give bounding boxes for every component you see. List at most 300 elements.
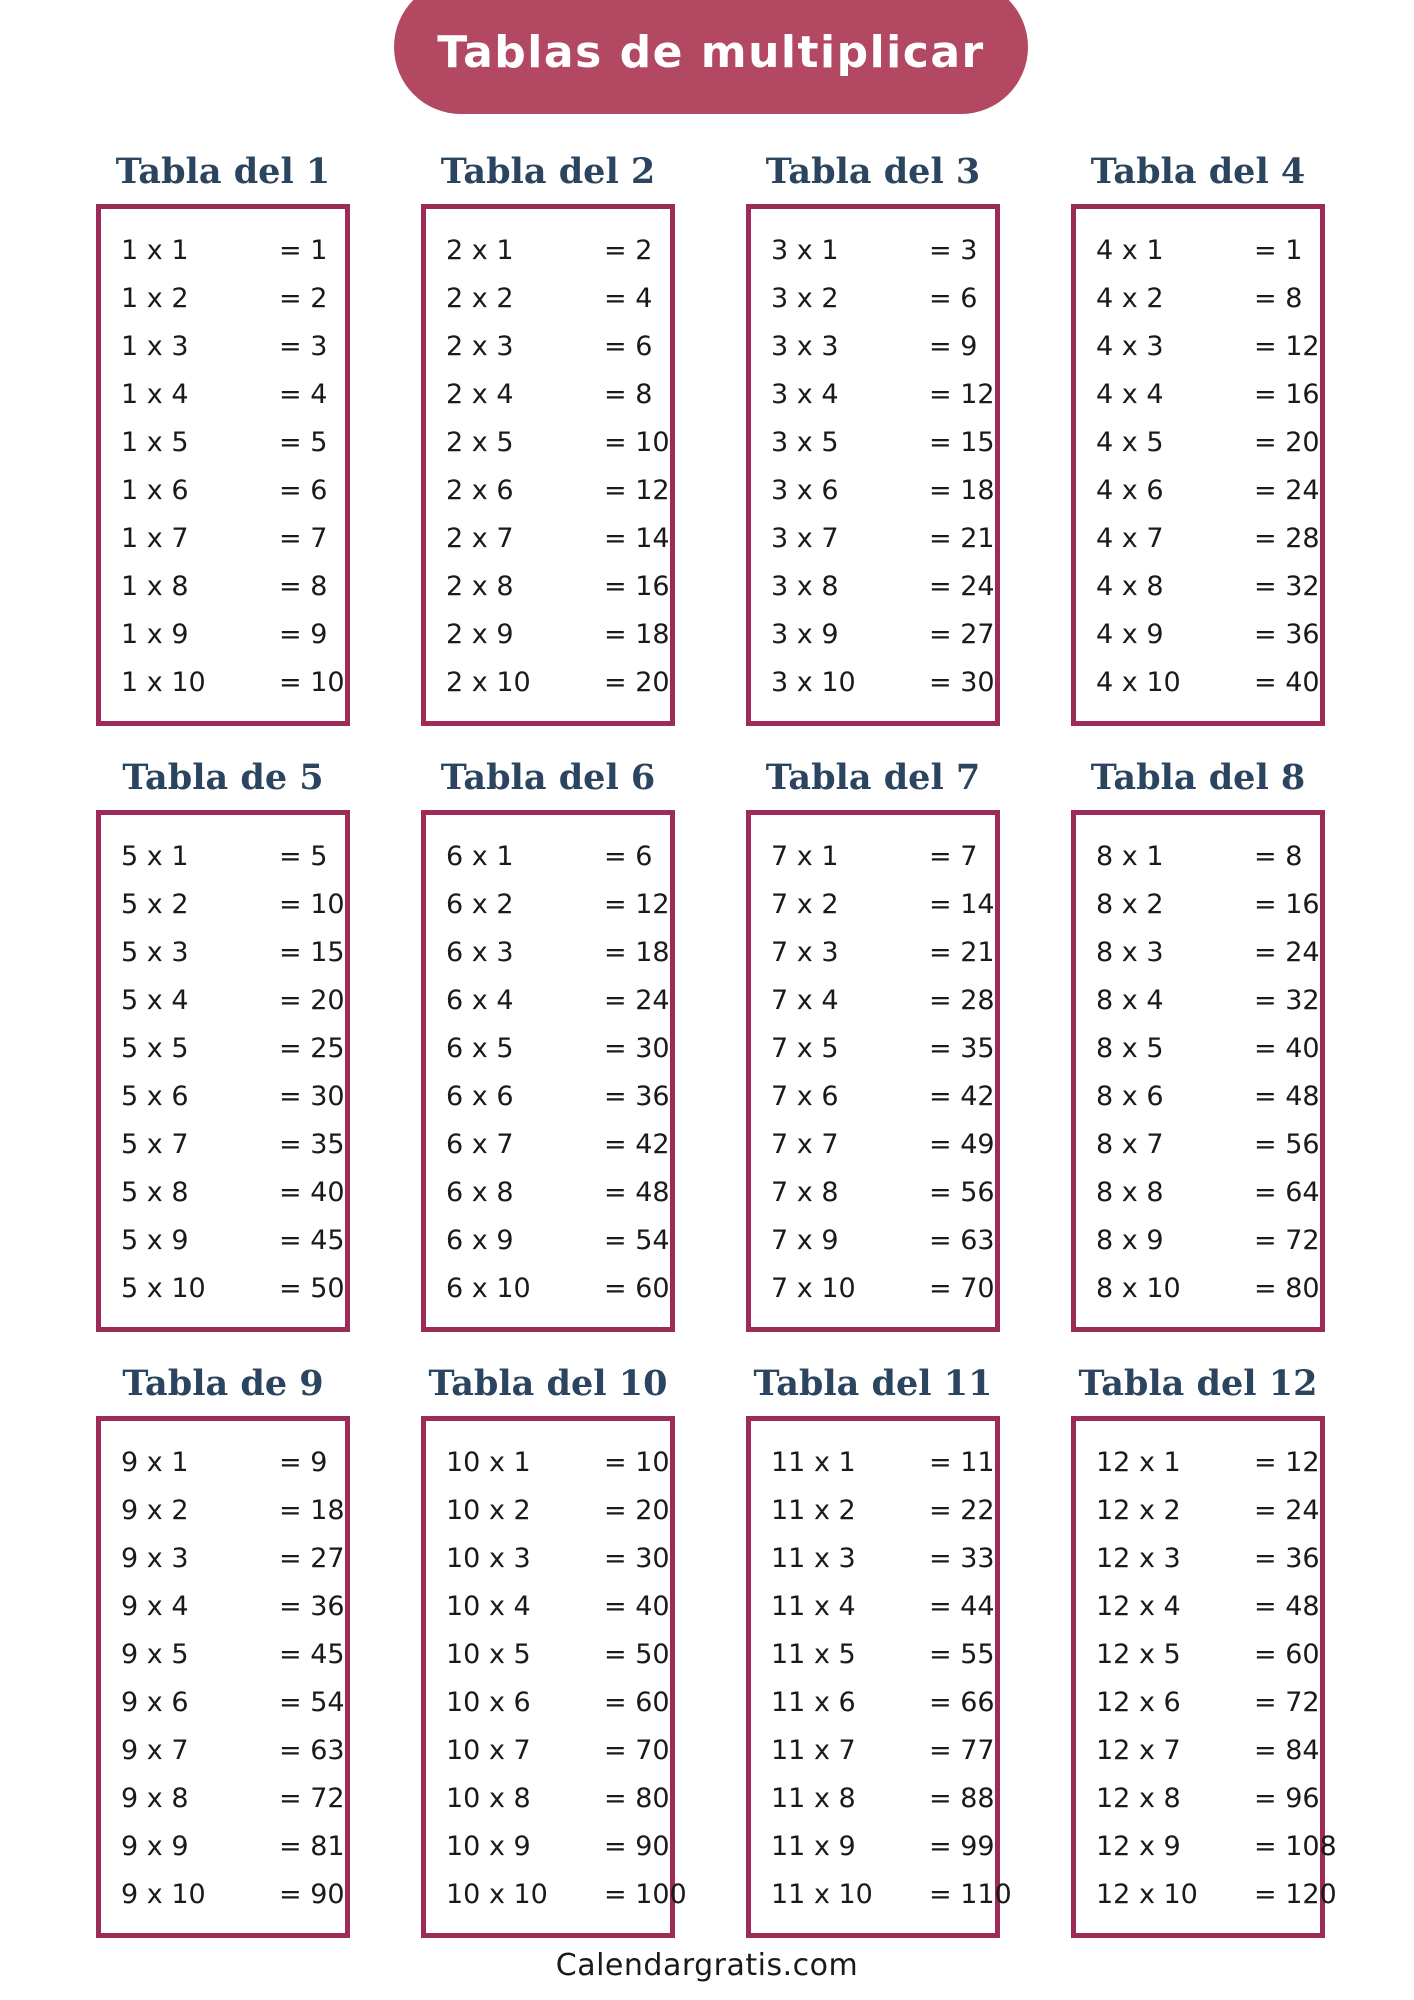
row-result: = 2 bbox=[279, 283, 328, 314]
row-result: = 2 bbox=[604, 235, 653, 266]
table-row bbox=[436, 1025, 670, 1073]
row-expression: 10 x 2 bbox=[446, 1495, 531, 1526]
table-row bbox=[111, 1679, 345, 1727]
table-box bbox=[746, 1416, 1012, 1938]
row-result: = 12 bbox=[604, 475, 670, 506]
row-result: = 18 bbox=[279, 1495, 345, 1526]
table-row bbox=[1086, 1265, 1320, 1313]
table-box bbox=[1071, 810, 1325, 1332]
row-expression: 9 x 1 bbox=[121, 1447, 189, 1478]
row-result: = 21 bbox=[929, 523, 995, 554]
table-rows bbox=[436, 227, 670, 707]
row-result: = 44 bbox=[929, 1591, 995, 1622]
table-row bbox=[1086, 929, 1320, 977]
table-box bbox=[96, 204, 350, 726]
row-result: = 16 bbox=[604, 571, 670, 602]
table-row bbox=[111, 1073, 345, 1121]
table-row bbox=[761, 1169, 995, 1217]
row-result: = 72 bbox=[1254, 1687, 1320, 1718]
table-row bbox=[1086, 467, 1320, 515]
title-banner bbox=[394, 0, 1028, 114]
row-result: = 40 bbox=[1254, 1033, 1320, 1064]
row-result: = 24 bbox=[1254, 937, 1320, 968]
table-title: Tabla de 5 bbox=[122, 757, 324, 798]
row-expression: 5 x 9 bbox=[121, 1225, 189, 1256]
row-result: = 55 bbox=[929, 1639, 995, 1670]
table-row bbox=[1086, 1487, 1320, 1535]
table-rows bbox=[436, 833, 670, 1313]
table-title: Tabla del 3 bbox=[765, 151, 981, 192]
table-row bbox=[436, 419, 670, 467]
row-result: = 32 bbox=[1254, 985, 1320, 1016]
row-expression: 2 x 5 bbox=[446, 427, 514, 458]
row-expression: 6 x 4 bbox=[446, 985, 514, 1016]
row-expression: 1 x 1 bbox=[121, 235, 189, 266]
row-expression: 4 x 6 bbox=[1096, 475, 1164, 506]
tables-grid bbox=[96, 144, 1337, 1938]
table-row bbox=[761, 1679, 995, 1727]
table-row bbox=[1086, 1025, 1320, 1073]
row-expression: 10 x 4 bbox=[446, 1591, 531, 1622]
row-expression: 4 x 3 bbox=[1096, 331, 1164, 362]
row-result: = 28 bbox=[1254, 523, 1320, 554]
multiplication-table-7 bbox=[746, 750, 1000, 1332]
row-expression: 4 x 8 bbox=[1096, 571, 1164, 602]
table-row bbox=[436, 1631, 670, 1679]
table-row bbox=[111, 1775, 345, 1823]
row-expression: 2 x 1 bbox=[446, 235, 514, 266]
row-result: = 66 bbox=[929, 1687, 995, 1718]
table-title: Tabla de 9 bbox=[122, 1363, 324, 1404]
multiplication-table-9 bbox=[96, 1356, 350, 1938]
row-expression: 11 x 8 bbox=[771, 1783, 856, 1814]
row-result: = 24 bbox=[1254, 475, 1320, 506]
row-result: = 22 bbox=[929, 1495, 995, 1526]
row-result: = 10 bbox=[279, 889, 345, 920]
row-result: = 63 bbox=[279, 1735, 345, 1766]
row-result: = 24 bbox=[929, 571, 995, 602]
row-expression: 1 x 4 bbox=[121, 379, 189, 410]
row-result: = 72 bbox=[1254, 1225, 1320, 1256]
row-expression: 5 x 4 bbox=[121, 985, 189, 1016]
table-title: Tabla del 1 bbox=[115, 151, 331, 192]
table-box bbox=[1071, 204, 1325, 726]
row-expression: 11 x 6 bbox=[771, 1687, 856, 1718]
row-expression: 10 x 10 bbox=[446, 1879, 548, 1910]
table-row bbox=[761, 419, 995, 467]
table-row bbox=[436, 227, 660, 275]
table-row bbox=[111, 611, 335, 659]
row-expression: 8 x 1 bbox=[1096, 841, 1164, 872]
row-expression: 7 x 7 bbox=[771, 1129, 839, 1160]
table-row bbox=[761, 467, 995, 515]
table-row bbox=[1086, 419, 1320, 467]
row-expression: 12 x 5 bbox=[1096, 1639, 1181, 1670]
row-result: = 88 bbox=[929, 1783, 995, 1814]
row-expression: 11 x 3 bbox=[771, 1543, 856, 1574]
table-row bbox=[111, 323, 335, 371]
row-result: = 3 bbox=[279, 331, 328, 362]
row-result: = 10 bbox=[279, 667, 345, 698]
row-result: = 24 bbox=[1254, 1495, 1320, 1526]
row-expression: 8 x 7 bbox=[1096, 1129, 1164, 1160]
row-expression: 5 x 6 bbox=[121, 1081, 189, 1112]
row-result: = 20 bbox=[279, 985, 345, 1016]
row-expression: 7 x 2 bbox=[771, 889, 839, 920]
table-row bbox=[436, 275, 660, 323]
row-expression: 1 x 6 bbox=[121, 475, 189, 506]
table-row bbox=[761, 881, 995, 929]
row-result: = 42 bbox=[929, 1081, 995, 1112]
row-result: = 12 bbox=[1254, 1447, 1320, 1478]
row-result: = 35 bbox=[929, 1033, 995, 1064]
table-row bbox=[111, 1871, 345, 1919]
row-result: = 9 bbox=[279, 619, 328, 650]
row-result: = 36 bbox=[604, 1081, 670, 1112]
row-result: = 12 bbox=[604, 889, 670, 920]
row-expression: 9 x 3 bbox=[121, 1543, 189, 1574]
row-expression: 2 x 7 bbox=[446, 523, 514, 554]
table-row bbox=[111, 1535, 345, 1583]
row-expression: 9 x 10 bbox=[121, 1879, 206, 1910]
table-rows bbox=[1086, 1439, 1337, 1919]
row-result: = 8 bbox=[279, 571, 328, 602]
row-result: = 30 bbox=[604, 1033, 670, 1064]
row-expression: 10 x 3 bbox=[446, 1543, 531, 1574]
row-expression: 10 x 1 bbox=[446, 1447, 531, 1478]
table-row bbox=[761, 515, 995, 563]
table-row bbox=[436, 1487, 670, 1535]
row-expression: 1 x 9 bbox=[121, 619, 189, 650]
row-expression: 5 x 2 bbox=[121, 889, 189, 920]
row-expression: 5 x 5 bbox=[121, 1033, 189, 1064]
table-row bbox=[761, 1487, 995, 1535]
row-expression: 4 x 4 bbox=[1096, 379, 1164, 410]
row-result: = 40 bbox=[604, 1591, 670, 1622]
row-expression: 8 x 4 bbox=[1096, 985, 1164, 1016]
table-row bbox=[436, 323, 660, 371]
table-row bbox=[436, 515, 670, 563]
row-result: = 6 bbox=[604, 331, 653, 362]
table-row bbox=[1086, 881, 1320, 929]
table-box bbox=[746, 204, 1000, 726]
table-row bbox=[111, 227, 335, 275]
row-result: = 7 bbox=[929, 841, 978, 872]
row-expression: 2 x 3 bbox=[446, 331, 514, 362]
row-expression: 12 x 6 bbox=[1096, 1687, 1181, 1718]
table-row bbox=[761, 977, 995, 1025]
row-result: = 15 bbox=[929, 427, 995, 458]
row-result: = 1 bbox=[1254, 235, 1303, 266]
table-row bbox=[111, 1217, 345, 1265]
row-expression: 2 x 6 bbox=[446, 475, 514, 506]
row-expression: 3 x 7 bbox=[771, 523, 839, 554]
table-row bbox=[1086, 1775, 1320, 1823]
table-rows bbox=[1086, 833, 1320, 1313]
row-expression: 5 x 1 bbox=[121, 841, 189, 872]
table-row bbox=[761, 1217, 995, 1265]
row-expression: 3 x 1 bbox=[771, 235, 839, 266]
table-row bbox=[436, 977, 670, 1025]
row-result: = 4 bbox=[279, 379, 328, 410]
multiplication-table-1 bbox=[96, 144, 350, 726]
row-expression: 5 x 10 bbox=[121, 1273, 206, 1304]
table-row bbox=[111, 1583, 345, 1631]
row-result: = 9 bbox=[929, 331, 978, 362]
table-row bbox=[111, 515, 335, 563]
row-result: = 8 bbox=[604, 379, 653, 410]
row-expression: 8 x 6 bbox=[1096, 1081, 1164, 1112]
row-result: = 70 bbox=[604, 1735, 670, 1766]
table-row bbox=[436, 371, 660, 419]
row-expression: 1 x 5 bbox=[121, 427, 189, 458]
row-result: = 96 bbox=[1254, 1783, 1320, 1814]
multiplication-table-3 bbox=[746, 144, 1000, 726]
row-expression: 9 x 5 bbox=[121, 1639, 189, 1670]
table-title: Tabla del 2 bbox=[440, 151, 656, 192]
row-expression: 3 x 4 bbox=[771, 379, 839, 410]
table-row bbox=[111, 563, 335, 611]
table-row bbox=[436, 1871, 687, 1919]
row-expression: 12 x 8 bbox=[1096, 1783, 1181, 1814]
row-result: = 30 bbox=[929, 667, 995, 698]
table-row bbox=[436, 1823, 670, 1871]
table-row bbox=[1086, 323, 1320, 371]
row-expression: 12 x 10 bbox=[1096, 1879, 1198, 1910]
row-result: = 108 bbox=[1254, 1831, 1337, 1862]
multiplication-table-2 bbox=[421, 144, 675, 726]
row-result: = 16 bbox=[1254, 379, 1320, 410]
row-result: = 80 bbox=[1254, 1273, 1320, 1304]
row-expression: 8 x 10 bbox=[1096, 1273, 1181, 1304]
table-row bbox=[1086, 275, 1310, 323]
row-expression: 3 x 10 bbox=[771, 667, 856, 698]
row-expression: 10 x 5 bbox=[446, 1639, 531, 1670]
row-result: = 11 bbox=[929, 1447, 995, 1478]
table-row bbox=[111, 371, 335, 419]
row-expression: 7 x 1 bbox=[771, 841, 839, 872]
table-row bbox=[1086, 977, 1320, 1025]
table-row bbox=[1086, 227, 1310, 275]
row-result: = 25 bbox=[279, 1033, 345, 1064]
row-result: = 5 bbox=[279, 841, 328, 872]
table-rows bbox=[111, 1439, 345, 1919]
row-result: = 63 bbox=[929, 1225, 995, 1256]
row-result: = 99 bbox=[929, 1831, 995, 1862]
table-row bbox=[111, 1487, 345, 1535]
multiplication-table-4 bbox=[1071, 144, 1325, 726]
row-expression: 1 x 10 bbox=[121, 667, 206, 698]
table-row bbox=[1086, 833, 1310, 881]
row-result: = 20 bbox=[604, 667, 670, 698]
row-expression: 3 x 9 bbox=[771, 619, 839, 650]
row-result: = 48 bbox=[604, 1177, 670, 1208]
row-result: = 9 bbox=[279, 1447, 328, 1478]
table-row bbox=[111, 833, 335, 881]
row-result: = 64 bbox=[1254, 1177, 1320, 1208]
row-result: = 4 bbox=[604, 283, 653, 314]
table-row bbox=[436, 1169, 670, 1217]
table-row bbox=[111, 275, 335, 323]
row-result: = 49 bbox=[929, 1129, 995, 1160]
table-rows bbox=[111, 833, 345, 1313]
row-expression: 2 x 8 bbox=[446, 571, 514, 602]
row-expression: 9 x 4 bbox=[121, 1591, 189, 1622]
row-result: = 81 bbox=[279, 1831, 345, 1862]
row-expression: 8 x 5 bbox=[1096, 1033, 1164, 1064]
row-result: = 77 bbox=[929, 1735, 995, 1766]
row-result: = 36 bbox=[1254, 619, 1320, 650]
row-expression: 9 x 8 bbox=[121, 1783, 189, 1814]
row-expression: 8 x 3 bbox=[1096, 937, 1164, 968]
row-expression: 6 x 5 bbox=[446, 1033, 514, 1064]
table-box bbox=[1071, 1416, 1337, 1938]
row-result: = 8 bbox=[1254, 841, 1303, 872]
table-row bbox=[1086, 1583, 1320, 1631]
table-row bbox=[436, 1265, 670, 1313]
row-result: = 10 bbox=[604, 1447, 670, 1478]
row-expression: 6 x 2 bbox=[446, 889, 514, 920]
row-expression: 9 x 2 bbox=[121, 1495, 189, 1526]
row-result: = 40 bbox=[1254, 667, 1320, 698]
table-row bbox=[436, 1535, 670, 1583]
table-row bbox=[761, 611, 995, 659]
row-result: = 45 bbox=[279, 1639, 345, 1670]
row-result: = 35 bbox=[279, 1129, 345, 1160]
row-expression: 4 x 2 bbox=[1096, 283, 1164, 314]
table-row bbox=[761, 323, 985, 371]
row-expression: 5 x 7 bbox=[121, 1129, 189, 1160]
row-result: = 21 bbox=[929, 937, 995, 968]
row-expression: 3 x 3 bbox=[771, 331, 839, 362]
table-row bbox=[436, 1583, 670, 1631]
row-result: = 24 bbox=[604, 985, 670, 1016]
row-expression: 10 x 8 bbox=[446, 1783, 531, 1814]
row-expression: 12 x 9 bbox=[1096, 1831, 1181, 1862]
table-row bbox=[761, 275, 985, 323]
row-result: = 1 bbox=[279, 235, 328, 266]
table-row bbox=[1086, 1727, 1320, 1775]
table-rows bbox=[436, 1439, 687, 1919]
row-expression: 7 x 8 bbox=[771, 1177, 839, 1208]
table-row bbox=[1086, 1121, 1320, 1169]
table-row bbox=[761, 1871, 1012, 1919]
table-row bbox=[111, 659, 345, 707]
row-expression: 2 x 10 bbox=[446, 667, 531, 698]
row-expression: 1 x 3 bbox=[121, 331, 189, 362]
row-expression: 6 x 8 bbox=[446, 1177, 514, 1208]
row-result: = 70 bbox=[929, 1273, 995, 1304]
table-row bbox=[436, 1073, 670, 1121]
row-expression: 6 x 9 bbox=[446, 1225, 514, 1256]
table-row bbox=[436, 1121, 670, 1169]
row-result: = 16 bbox=[1254, 889, 1320, 920]
row-expression: 11 x 10 bbox=[771, 1879, 873, 1910]
row-result: = 6 bbox=[279, 475, 328, 506]
row-expression: 2 x 4 bbox=[446, 379, 514, 410]
table-row bbox=[761, 227, 985, 275]
row-result: = 50 bbox=[604, 1639, 670, 1670]
table-row bbox=[1086, 659, 1320, 707]
row-expression: 3 x 8 bbox=[771, 571, 839, 602]
row-result: = 90 bbox=[279, 1879, 345, 1910]
table-box bbox=[421, 810, 675, 1332]
row-expression: 12 x 1 bbox=[1096, 1447, 1181, 1478]
multiplication-table-11 bbox=[746, 1356, 1012, 1938]
row-result: = 30 bbox=[279, 1081, 345, 1112]
row-result: = 32 bbox=[1254, 571, 1320, 602]
row-expression: 1 x 7 bbox=[121, 523, 189, 554]
row-result: = 12 bbox=[929, 379, 995, 410]
row-expression: 3 x 2 bbox=[771, 283, 839, 314]
row-result: = 56 bbox=[1254, 1129, 1320, 1160]
table-row bbox=[111, 929, 345, 977]
row-expression: 7 x 4 bbox=[771, 985, 839, 1016]
row-expression: 4 x 7 bbox=[1096, 523, 1164, 554]
row-result: = 50 bbox=[279, 1273, 345, 1304]
row-result: = 27 bbox=[929, 619, 995, 650]
table-row bbox=[1086, 1823, 1337, 1871]
row-expression: 6 x 10 bbox=[446, 1273, 531, 1304]
row-expression: 3 x 5 bbox=[771, 427, 839, 458]
table-row bbox=[1086, 1217, 1320, 1265]
table-rows bbox=[761, 1439, 1012, 1919]
row-result: = 30 bbox=[604, 1543, 670, 1574]
row-expression: 6 x 6 bbox=[446, 1081, 514, 1112]
row-expression: 10 x 9 bbox=[446, 1831, 531, 1862]
table-row bbox=[436, 467, 670, 515]
table-row bbox=[111, 419, 335, 467]
row-expression: 11 x 5 bbox=[771, 1639, 856, 1670]
multiplication-table-12 bbox=[1071, 1356, 1337, 1938]
table-row bbox=[1086, 563, 1320, 611]
row-result: = 40 bbox=[279, 1177, 345, 1208]
table-row bbox=[761, 1535, 995, 1583]
row-result: = 45 bbox=[279, 1225, 345, 1256]
table-row bbox=[761, 1439, 995, 1487]
table-row bbox=[436, 929, 670, 977]
table-title: Tabla del 7 bbox=[765, 757, 981, 798]
row-expression: 2 x 9 bbox=[446, 619, 514, 650]
table-row bbox=[1086, 1439, 1320, 1487]
row-result: = 7 bbox=[279, 523, 328, 554]
table-box bbox=[421, 1416, 687, 1938]
row-result: = 14 bbox=[929, 889, 995, 920]
table-row bbox=[111, 467, 335, 515]
table-row bbox=[111, 1727, 345, 1775]
table-title: Tabla del 6 bbox=[440, 757, 656, 798]
table-row bbox=[111, 1169, 345, 1217]
row-result: = 48 bbox=[1254, 1591, 1320, 1622]
row-result: = 3 bbox=[929, 235, 978, 266]
row-expression: 6 x 1 bbox=[446, 841, 514, 872]
table-row bbox=[111, 1025, 345, 1073]
table-row bbox=[761, 1775, 995, 1823]
table-row bbox=[761, 1727, 995, 1775]
row-result: = 14 bbox=[604, 523, 670, 554]
table-row bbox=[111, 1121, 345, 1169]
table-row bbox=[761, 833, 985, 881]
row-result: = 12 bbox=[1254, 331, 1320, 362]
row-result: = 72 bbox=[279, 1783, 345, 1814]
row-result: = 18 bbox=[929, 475, 995, 506]
table-row bbox=[1086, 515, 1320, 563]
table-row bbox=[761, 1121, 995, 1169]
table-row bbox=[111, 1823, 345, 1871]
row-result: = 18 bbox=[604, 619, 670, 650]
row-result: = 80 bbox=[604, 1783, 670, 1814]
row-result: = 27 bbox=[279, 1543, 345, 1574]
